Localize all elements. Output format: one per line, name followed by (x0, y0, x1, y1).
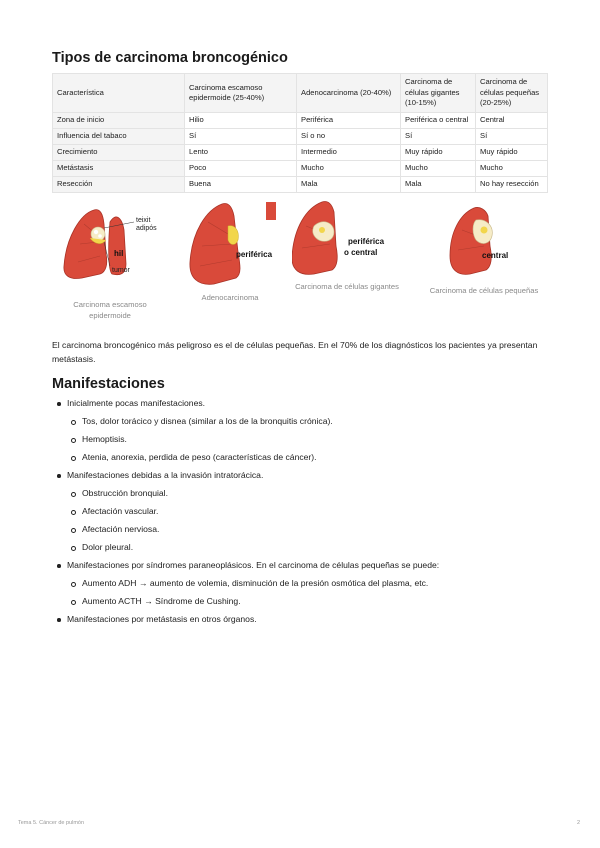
bullet (57, 564, 61, 568)
table-cell: No hay resección (476, 177, 548, 193)
table-row (53, 145, 548, 161)
sub-bullet (71, 420, 76, 425)
paragraph-malignancy: El carcinoma broncogénico más peligroso es el de células pequeñas. En el 70% de los diagnósticos los pacientes ya presentan metástasis. (52, 340, 538, 364)
figure-caption: Carcinoma escamoso epidermoide (73, 300, 147, 320)
table-row (53, 113, 548, 129)
figure-label: periférica (236, 250, 273, 259)
table-header-cell: Carcinoma escamoso epidermoide (25-40%) (185, 74, 297, 113)
figure-label: o central (344, 248, 378, 257)
figure-label: adipós (136, 225, 157, 232)
table-header-cell: Carcinoma de células gigantes (10-15%) (401, 74, 476, 113)
table-cell: Central (476, 113, 548, 129)
table-row (53, 129, 548, 145)
sub-list-item: Tos, dolor torácico y disnea (similar a los de la bronquitis crónica). (82, 416, 333, 426)
table-cell: Muy rápido (401, 145, 476, 161)
table-cell: Poco (185, 161, 297, 177)
sub-list-item: Aumento ACTH → Síndrome de Cushing. (82, 596, 241, 606)
sub-bullet (71, 528, 76, 533)
table-cell: Zona de inicio (53, 113, 185, 129)
figure-caption: Carcinoma de células gigantes (295, 282, 399, 291)
sub-bullet (71, 492, 76, 497)
carcinoma-types-table (52, 73, 548, 193)
figure-label: central (482, 251, 509, 260)
table-header-cell: Carcinoma de células pequeñas (20-25%) (476, 74, 548, 113)
figure-small-cell (448, 206, 520, 278)
footer-title: Tema 5. Cáncer de pulmón (18, 820, 85, 826)
figure-squamous (60, 204, 170, 284)
table-cell: Influencia del tabaco (53, 129, 185, 145)
lung-illustration-squamous (60, 204, 170, 284)
table-cell: Resección (53, 177, 185, 193)
table-cell: Mucho (401, 161, 476, 177)
table-cell: Sí (476, 129, 548, 145)
table-cell: Lento (185, 145, 297, 161)
manifestaciones-title: Manifestaciones (52, 376, 165, 392)
sub-bullet (71, 582, 76, 587)
table-cell: Mala (401, 177, 476, 193)
list-item: Manifestaciones por metástasis en otros órganos. (67, 614, 257, 624)
table-cell: Mucho (476, 161, 548, 177)
bullet (57, 402, 61, 406)
table-cell: Metástasis (53, 161, 185, 177)
list-item: Manifestaciones por síndromes paraneoplásicos. En el carcinoma de células pequeñas se puede: (67, 560, 440, 570)
table-cell: Hilio (185, 113, 297, 129)
table-cell: Muy rápido (476, 145, 548, 161)
figure-caption: Carcinoma de células pequeñas (429, 286, 539, 295)
lung-illustration-giant (292, 200, 392, 278)
table-cell: Periférica (297, 113, 401, 129)
figure-adenocarcinoma (188, 202, 278, 288)
sub-bullet (71, 546, 76, 551)
sub-bullet (71, 510, 76, 515)
table-cell: Sí (185, 129, 297, 145)
sub-list-item: Afectación nerviosa. (82, 524, 160, 534)
bullet (57, 618, 61, 622)
table-header-cell: Característica (53, 74, 185, 113)
table-row (53, 177, 548, 193)
lung-illustration-small-cell (448, 206, 520, 278)
table-cell: Crecimiento (53, 145, 185, 161)
table-cell: Mala (297, 177, 401, 193)
figure-label: teixit (136, 217, 151, 224)
table-cell: Intermedio (297, 145, 401, 161)
figure-label: hil (114, 249, 124, 258)
figure-label: periférica (348, 237, 385, 246)
figure-giant-cell (292, 200, 392, 278)
table-cell: Mucho (297, 161, 401, 177)
table-cell: Sí o no (297, 129, 401, 145)
list-item: Manifestaciones debidas a la invasión intratorácica. (67, 470, 264, 480)
lung-illustration-adeno (188, 202, 278, 288)
table-cell: Sí (401, 129, 476, 145)
sub-list-item: Obstrucción bronquial. (82, 488, 168, 498)
sub-list-item: Atenia, anorexia, perdida de peso (características de cáncer). (82, 452, 317, 462)
sub-bullet (71, 456, 76, 461)
section-title: Tipos de carcinoma broncogénico (52, 50, 288, 66)
sub-list-item: Afectación vascular. (82, 506, 159, 516)
sub-list-item: Dolor pleural. (82, 542, 134, 552)
figure-caption: Adenocarcinoma (201, 293, 259, 302)
list-item: Inicialmente pocas manifestaciones. (67, 398, 206, 408)
table-cell: Buena (185, 177, 297, 193)
table-header-row (53, 74, 548, 113)
page-number: 2 (577, 820, 581, 826)
sub-bullet (71, 438, 76, 443)
sub-list-item: Hemoptisis. (82, 434, 127, 444)
sub-bullet (71, 600, 76, 605)
sub-list-item: Aumento ADH → aumento de volemia, disminución de la presión osmótica del plasma, etc. (82, 578, 429, 588)
figure-label: tumor (112, 267, 130, 274)
table-cell: Periférica o central (401, 113, 476, 129)
table-header-cell: Adenocarcinoma (20-40%) (297, 74, 401, 113)
table-row (53, 161, 548, 177)
bullet (57, 474, 61, 478)
